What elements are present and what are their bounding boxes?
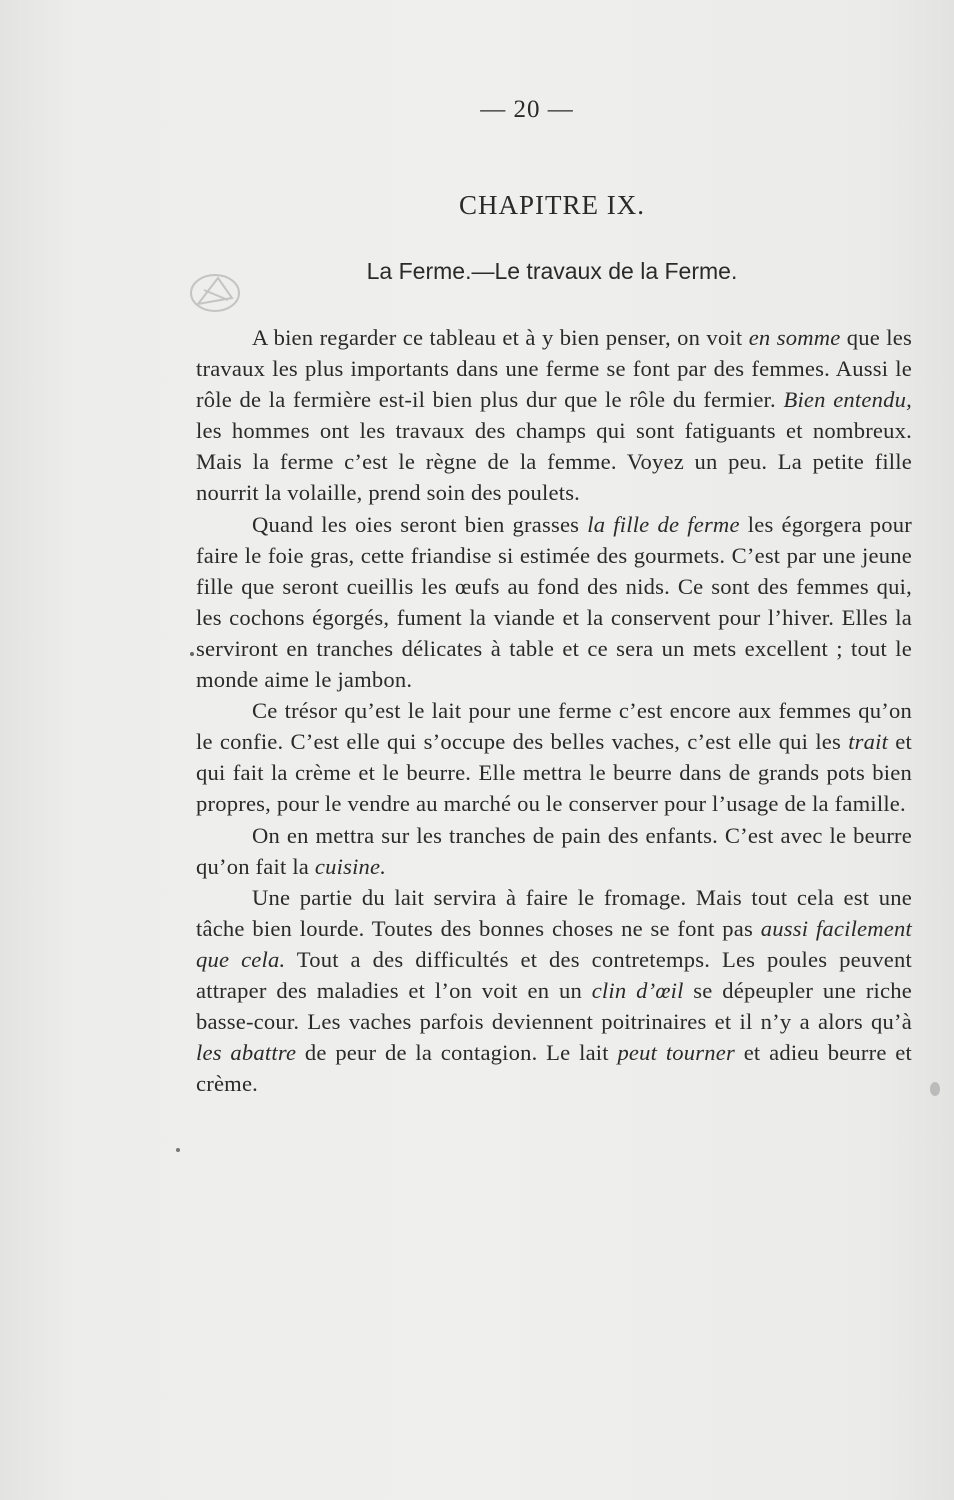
- italic-run: Bien entendu,: [783, 387, 912, 413]
- italic-run: en somme: [748, 325, 841, 350]
- italic-run: clin d’œil: [591, 977, 684, 1003]
- chapter-heading: CHAPITRE IX.: [459, 190, 645, 220]
- italic-run: les abattre: [196, 1040, 297, 1066]
- italic-run: cuisine.: [314, 853, 387, 879]
- text-run: que les travaux les plus importants dans une ferme se font par des femmes. Aussi le rôle de la fermière est-il bien plus dur que le rôle du fermier.: [196, 325, 912, 413]
- body-text: [196, 322, 912, 1099]
- text-run: et qui fait la crème et le beurre. Elle mettra le beurre dans de grands pots bien propres, pour le vendre au marché ou le conserver pour l’usage de la famille.: [196, 729, 912, 817]
- italic-run: aussi facilement que cela.: [196, 915, 912, 972]
- text-run: Quand les oies seront bien grasses: [252, 511, 588, 537]
- text-run: se dépeupler une riche basse-cour. Les vaches parfois deviennent poitrinaires et il n’y a alors qu’à: [196, 977, 912, 1035]
- text-run: On en mettra sur les tranches de pain des enfants. C’est avec le beurre qu’on fait la: [196, 822, 912, 879]
- text-run: Ce trésor qu’est le lait pour une ferme c’est encore aux femmes qu’on le confie. C’est elle qui s’occupe des belles vaches, c’est elle qui les: [196, 698, 912, 755]
- text-run: et adieu beurre et crème.: [196, 1040, 912, 1097]
- paper-speck: [190, 652, 194, 656]
- chapter-subtitle: La Ferme.—Le travaux de la Ferme.: [366, 258, 738, 284]
- paragraph: [196, 882, 912, 1100]
- text-run: de peur de la contagion. Le lait: [296, 1040, 618, 1066]
- text-run: Une partie du lait servira à faire le fromage. Mais tout cela est une tâche bien lourde. Toutes des bonnes choses ne se font pas: [196, 884, 912, 941]
- text-run: Tout a des difficultés et des contretemps. Les poules peuvent attraper des maladies et l’on voit en un: [196, 946, 912, 1003]
- paragraph: [196, 820, 912, 882]
- paper-speck: [176, 1148, 180, 1152]
- text-run: les égorgera pour faire le foie gras, cette friandise si estimée des gourmets. C’est par une jeune fille que seront cueillis les œufs au fond des nids. Ce sont des femmes qui, les cochons égorgés, fument la viande et la conservent pour l’hiver. Elles la serviront en tranches délicates à table et ce sera un mets excellent ; tout le monde aime le jambon.: [196, 511, 912, 693]
- paragraph: [196, 695, 912, 819]
- italic-run: trait: [848, 729, 889, 755]
- paragraph: [196, 509, 912, 696]
- italic-run: peut tourner: [617, 1040, 736, 1066]
- text-run: les hommes ont les travaux des champs qui sont fatiguants et nombreux. Mais la ferme c’est le règne de la femme. Voyez un peu. La petite fille nourrit la volaille, prend soin des poulets.: [196, 418, 912, 506]
- paragraph: [196, 322, 912, 509]
- paper-speck: [930, 1082, 940, 1096]
- text-run: A bien regarder ce tableau et à y bien penser, on voit: [252, 325, 749, 350]
- italic-run: la fille de ferme: [587, 511, 740, 537]
- page-number: — 20 —: [480, 96, 574, 123]
